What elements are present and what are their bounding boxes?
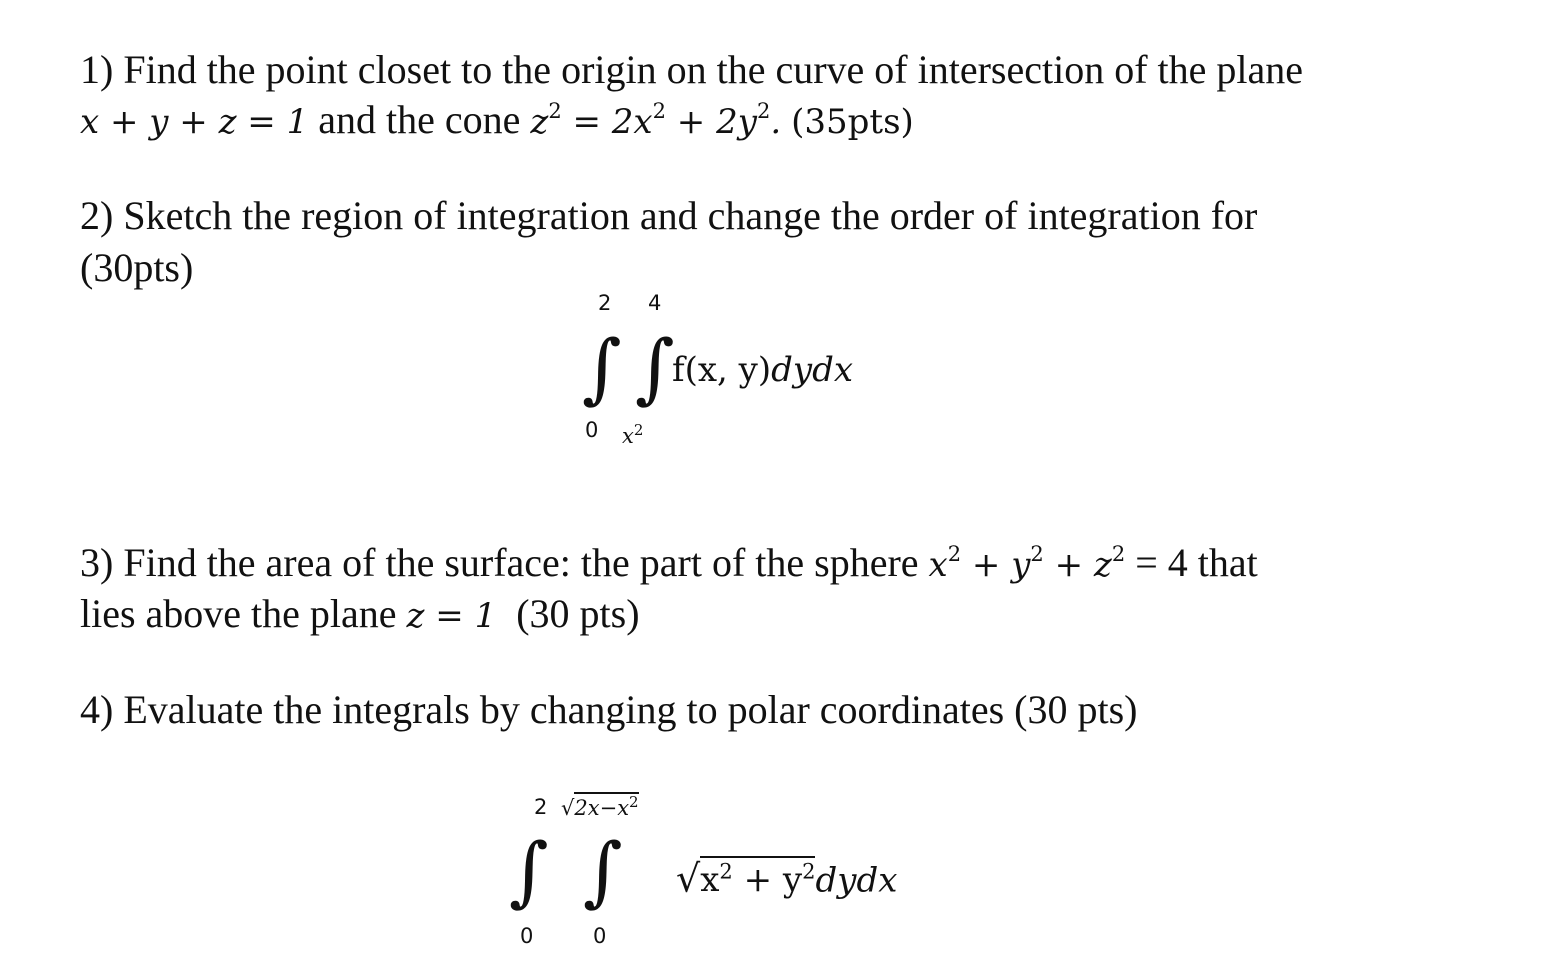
outer-integral-sign: ∫: [582, 323, 622, 412]
outer-upper-limit-2: 2: [534, 795, 548, 819]
problem-2-text: Sketch the region of integration and change the order of integration for: [123, 193, 1258, 238]
plane-z-equation: z = 1: [406, 596, 497, 636]
inner-lower-limit-2: 0: [593, 924, 607, 948]
outer-integral-sign-2: ∫: [509, 826, 549, 915]
inner-upper-limit: 4: [648, 291, 662, 315]
problem-1-line-2: [80, 96, 914, 150]
outer-lower-limit: 0: [585, 418, 599, 442]
problem-4-line-1: [80, 686, 1137, 734]
inner-lower-limit: $x^2$: [622, 421, 644, 448]
problem-2-line-1: [80, 192, 1257, 240]
problem-1-number: 1): [80, 47, 114, 92]
problem-2-points: (30pts): [80, 245, 194, 290]
problem-3-number: 3): [80, 540, 114, 585]
inner-integral-sign-2: ∫: [583, 826, 623, 915]
problem-3-text-b: that: [1197, 540, 1258, 585]
inner-upper-limit-2: $√2x-x^2$: [561, 793, 639, 820]
outer-lower-limit-2: 0: [520, 924, 534, 948]
problem-1-text-b: and the cone: [318, 97, 521, 142]
plane-equation: x + y + z = 1: [80, 102, 309, 142]
outer-upper-limit: 2: [598, 291, 612, 315]
sqrt-icon: √: [676, 856, 701, 901]
integrand-2: $√x^2$ + $y^2dydx$: [676, 856, 898, 901]
problem-3-line-1: 3) Find the area of the surface: the part of the sphere $x^2 + y^2 + z^2 = 4$ that: [80, 540, 1258, 585]
cone-equation: $z^2 = 2x^2 + 2y^2$.: [530, 99, 782, 142]
problem-2-line-2: [80, 244, 193, 292]
problem-3-text-c: lies above the plane: [80, 591, 397, 636]
problem-3-points: (30 pts): [516, 591, 640, 636]
problem-4-text: Evaluate the integrals by changing to polar coordinates (30 pts): [123, 687, 1138, 732]
problem-1-text: Find the point closet to the origin on the curve of intersection of the plane: [123, 47, 1304, 92]
problem-2-number: 2): [80, 193, 114, 238]
problem-3-line-2: [80, 590, 640, 640]
integrand-1: f(x, y)dydx: [672, 350, 854, 390]
problem-3-text: Find the area of the surface: the part of the sphere: [123, 540, 919, 585]
problem-4-number: 4): [80, 687, 114, 732]
inner-integral-sign: ∫: [635, 323, 675, 412]
sphere-equation: $x^2 + y^2 + z^2$: [928, 542, 1126, 585]
problem-1-line-1: [80, 46, 1303, 94]
problem-1-points: (35pts): [791, 102, 914, 142]
